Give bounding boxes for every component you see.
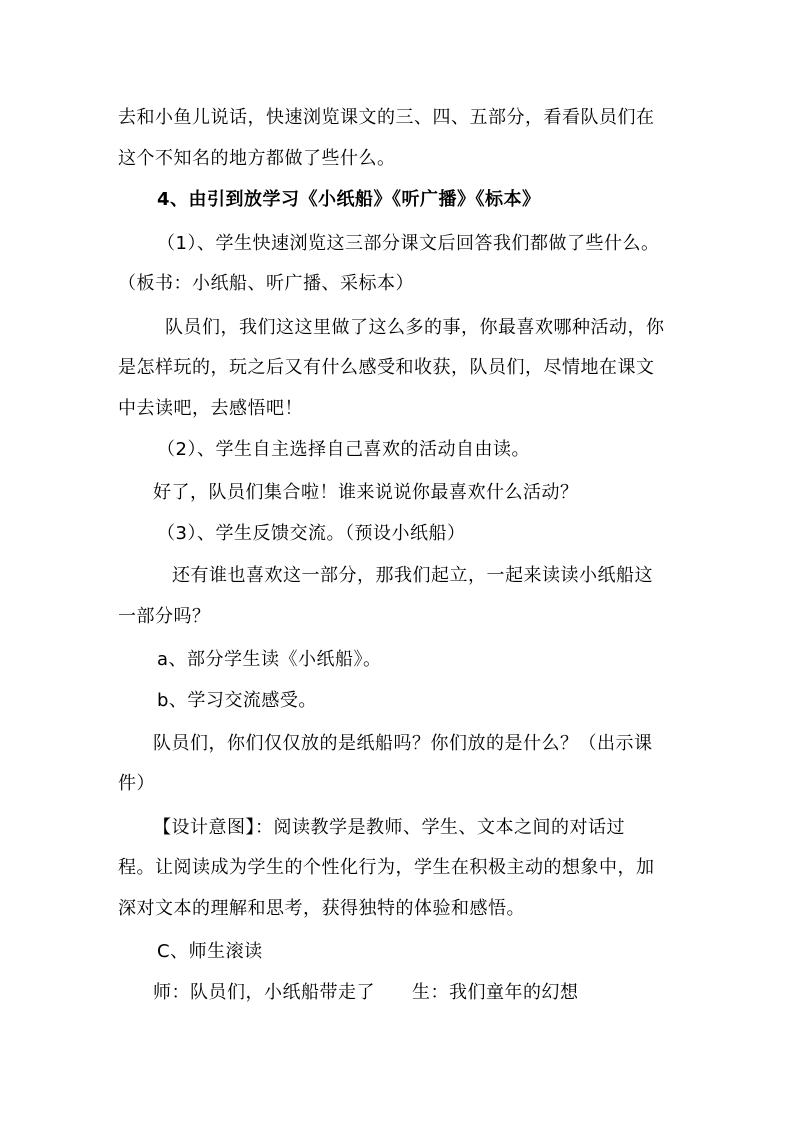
item-a-line: a、部分学生读《小纸船》。 — [157, 649, 382, 670]
paragraph-line-3: 队员们，我们这这里做了这么多的事，你最喜欢哪种活动，你 — [165, 317, 665, 338]
step-2-line: （2）、学生自主选择自己喜欢的活动自由读。 — [157, 439, 530, 460]
paragraph-line-9: 队员们，你们仅仅放的是纸船吗？你们放的是什么？（出示课 — [153, 733, 653, 754]
paragraph-line-4: 是怎样玩的，玩之后又有什么感受和收获，队员们，尽情地在课文 — [118, 357, 655, 378]
paragraph-line-10: 件） — [118, 773, 155, 794]
item-b-line: b、学习交流感受。 — [157, 690, 317, 711]
step-3-line: （3）、学生反馈交流。（预设小纸船） — [157, 523, 466, 544]
paragraph-line-2: 这个不知名的地方都做了些什么。 — [118, 148, 396, 169]
step-1-line-2: （板书：小纸船、听广播、采标本） — [118, 273, 414, 294]
section-heading-4: 4、由引到放学习《小纸船》《听广播》《标本》 — [157, 189, 541, 210]
paragraph-line-5: 中去读吧，去感悟吧！ — [118, 398, 303, 419]
paragraph-line-8: 一部分吗？ — [118, 606, 211, 627]
design-intent-line-3: 深对文本的理解和思考，获得独特的体验和感悟。 — [118, 898, 525, 919]
design-intent-line-2: 程。让阅读成为学生的个性化行为，学生在积极主动的想象中，加 — [118, 857, 655, 878]
paragraph-line-6: 好了，队员们集合啦！谁来说说你最喜欢什么活动？ — [153, 482, 579, 503]
paragraph-line-1: 去和小鱼儿说话，快速浏览课文的三、四、五部分，看看队员们在 — [118, 107, 655, 128]
item-c-line: C、师生滚读 — [157, 941, 263, 962]
paragraph-line-7: 还有谁也喜欢这一部分，那我们起立，一起来读读小纸船这 — [172, 565, 653, 586]
design-intent-line-1: 【设计意图】：阅读教学是教师、学生、文本之间的对话过 — [153, 817, 625, 838]
step-1-line-1: （1）、学生快速浏览这三部分课文后回答我们都做了些什么。 — [157, 233, 660, 254]
dialogue-line: 师：队员们，小纸船带走了 生：我们童年的幻想 — [153, 982, 579, 1003]
